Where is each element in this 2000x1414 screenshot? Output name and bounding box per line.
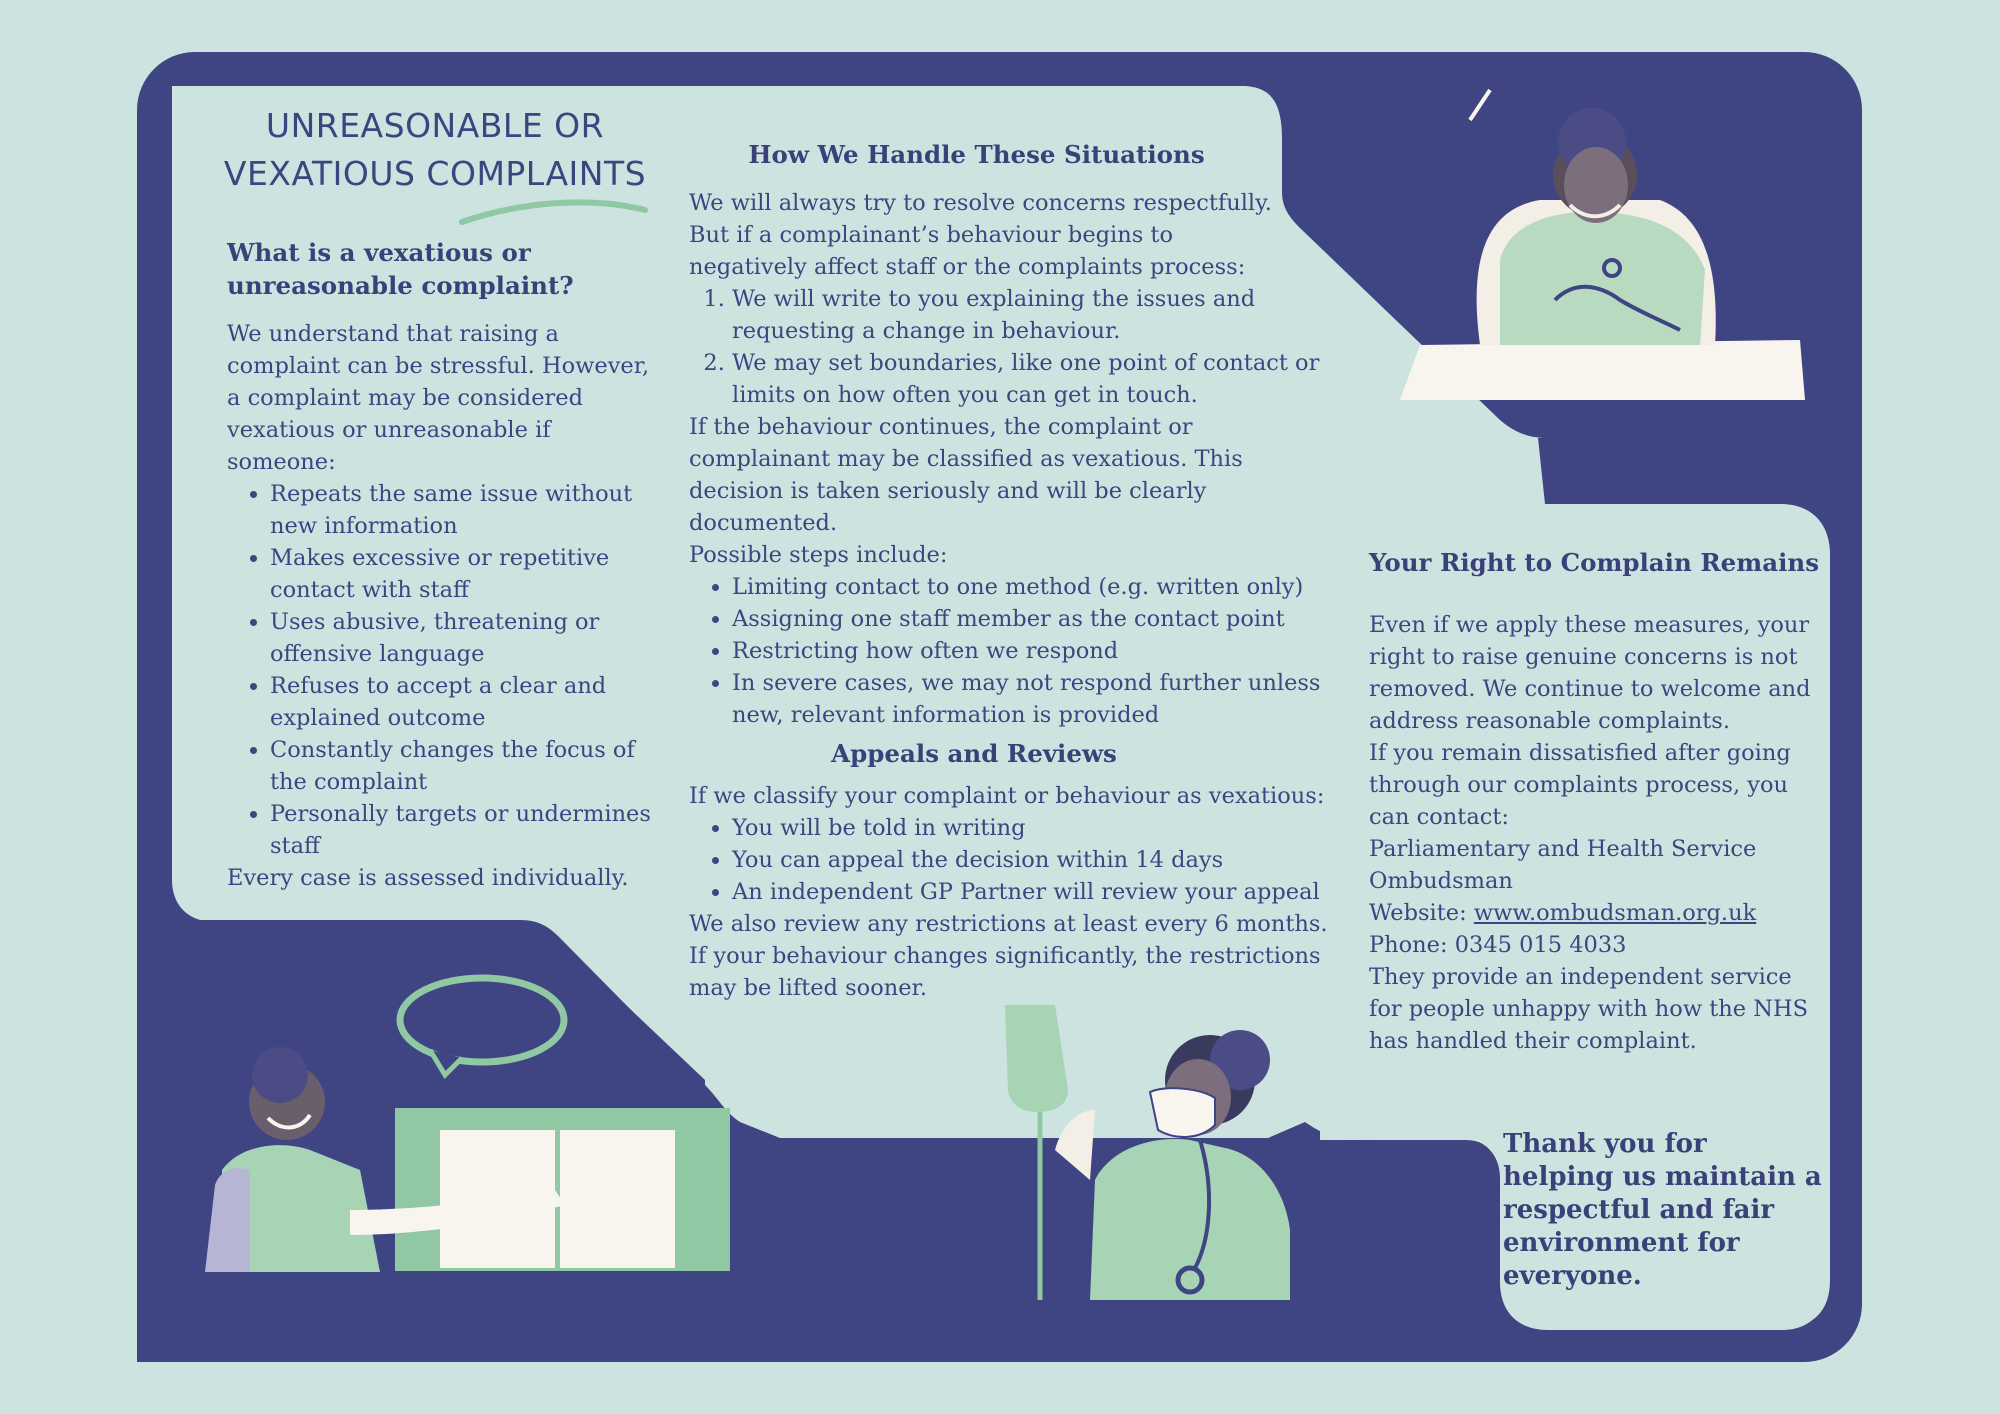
middle-continues: If the behaviour continues, the complaint or complainant may be classified as vexatious. This decision is taken seriously and will be clearly documented. bbox=[689, 414, 1243, 536]
right-column bbox=[1369, 546, 1819, 1057]
website-line bbox=[1369, 897, 1819, 929]
list-item: • Limiting contact to one method (e.g. written only) bbox=[732, 571, 1339, 603]
vexatious-criteria-list bbox=[227, 478, 652, 862]
list-item: 2. We may set boundaries, like one point of contact or limits on how often you can get in touch. bbox=[732, 347, 1337, 411]
right-para1: Even if we apply these measures, your right to raise genuine concerns is not removed. We continue to welcome and address reasonable complaints. bbox=[1369, 612, 1811, 734]
list-item: • Repeats the same issue without new information bbox=[270, 478, 652, 542]
left-column bbox=[227, 236, 652, 894]
middle-intro: We will always try to resolve concerns respectfully. But if a complainant’s behaviour begins to negatively affect staff or the complaints process: bbox=[689, 190, 1272, 280]
thank-you-message: Thank you for helping us maintain a respectful and fair environment for everyone. bbox=[1503, 1129, 1822, 1291]
website-label: Website: bbox=[1369, 900, 1474, 926]
appeals-closing: We also review any restrictions at least every 6 months. If your behaviour changes significantly, the restrictions may be lifted sooner. bbox=[689, 911, 1328, 1001]
handling-steps-list bbox=[689, 283, 1337, 411]
left-intro: We understand that raising a complaint can be stressful. However, a complaint may be considered vexatious or unreasonable if someone: bbox=[227, 321, 650, 475]
left-closing: Every case is assessed individually. bbox=[227, 865, 629, 891]
right-para3: They provide an independent service for people unhappy with how the NHS has handled their complaint. bbox=[1369, 964, 1808, 1054]
phone-line: Phone: 0345 015 4033 bbox=[1369, 932, 1627, 958]
list-item: • Constantly changes the focus of the complaint bbox=[270, 734, 652, 798]
right-para2: If you remain dissatisfied after going through our complaints process, you can contact: bbox=[1369, 740, 1791, 830]
list-item: 1. We will write to you explaining the issues and requesting a change in behaviour. bbox=[732, 283, 1337, 347]
appeals-heading: Appeals and Reviews bbox=[831, 739, 1117, 768]
possible-steps-list bbox=[689, 571, 1339, 731]
middle-heading: How We Handle These Situations bbox=[748, 140, 1205, 169]
list-item: • Personally targets or undermines staff bbox=[270, 798, 652, 862]
ombudsman-name: Parliamentary and Health Service Ombudsman bbox=[1369, 836, 1757, 894]
ombudsman-website-link[interactable]: www.ombudsman.org.uk bbox=[1473, 900, 1757, 926]
list-item: • Refuses to accept a clear and explained outcome bbox=[270, 670, 652, 734]
list-item: • Makes excessive or repetitive contact with staff bbox=[270, 542, 652, 606]
right-heading: Your Right to Complain Remains bbox=[1369, 548, 1819, 577]
appeals-list bbox=[689, 812, 1339, 908]
list-item: • You will be told in writing bbox=[732, 812, 1339, 844]
left-heading: What is a vexatious or unreasonable complaint? bbox=[227, 238, 574, 300]
middle-column bbox=[689, 138, 1339, 1004]
list-item: • You can appeal the decision within 14 days bbox=[732, 844, 1339, 876]
list-item: • Assigning one staff member as the contact point bbox=[732, 603, 1339, 635]
appeals-intro: If we classify your complaint or behaviour as vexatious: bbox=[689, 783, 1325, 809]
list-item: • Uses abusive, threatening or offensive language bbox=[270, 606, 652, 670]
page-title: UNREASONABLE OR VEXATIOUS COMPLAINTS bbox=[223, 106, 647, 193]
list-item: • In severe cases, we may not respond further unless new, relevant information is provided bbox=[732, 667, 1339, 731]
list-item: • Restricting how often we respond bbox=[732, 635, 1339, 667]
steps-label: Possible steps include: bbox=[689, 542, 948, 568]
list-item: • An independent GP Partner will review your appeal bbox=[732, 876, 1339, 908]
